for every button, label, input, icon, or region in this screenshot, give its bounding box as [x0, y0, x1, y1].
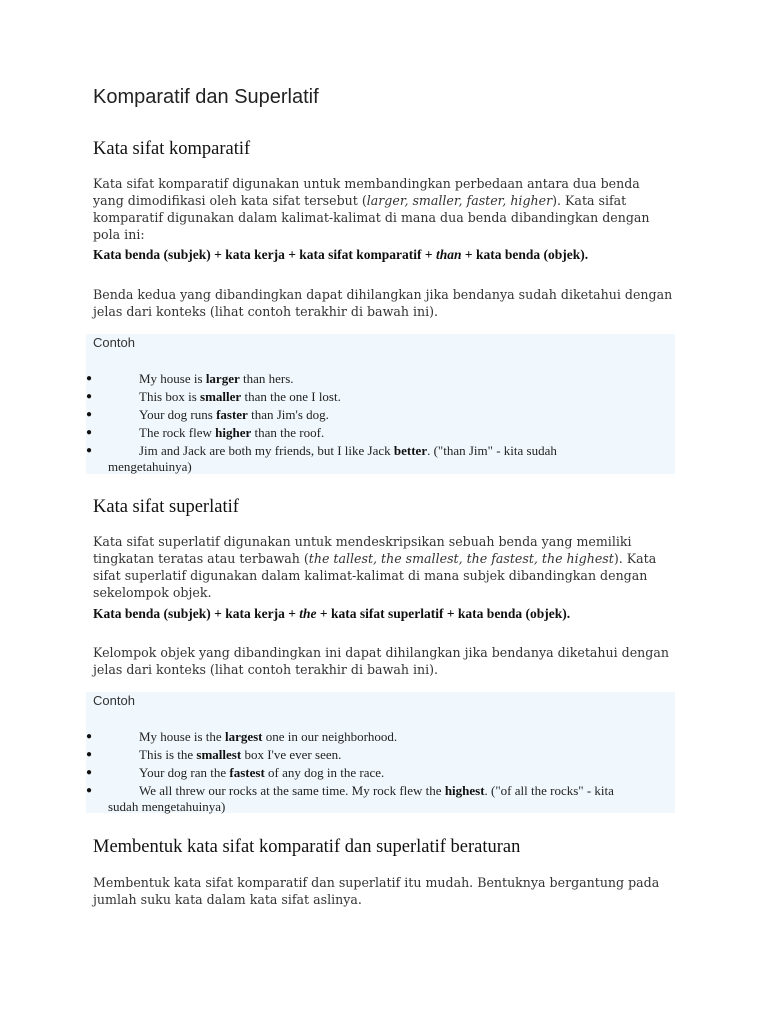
text: ). Kata sifat komparatif digunakan dalam kalimat-kalimat di mana dua benda dibandingkan dengan pola ini: [93, 193, 650, 242]
list-item [86, 729, 675, 745]
list-item [86, 783, 675, 815]
continuation-text: sudah mengetahuinya) [108, 799, 226, 814]
page-title: Komparatif dan Superlatif [93, 86, 319, 108]
paragraph-komparatif-intro [93, 175, 673, 243]
text: one in our neighborhood. [262, 729, 398, 744]
text: This box is [139, 389, 201, 404]
bold-word: smaller [200, 389, 242, 404]
bullet-icon: ● [86, 445, 93, 456]
text: . ("of all the rocks" - kita [484, 783, 614, 798]
bullet-icon: ● [86, 785, 93, 796]
list-item [86, 389, 675, 405]
bold-word: highest [444, 783, 485, 798]
text: My house is the [139, 729, 225, 744]
example-box-komparatif [86, 334, 675, 474]
bold-word: larger [205, 371, 240, 386]
pattern-part: + kata benda (objek). [461, 247, 589, 262]
list-item [86, 425, 675, 441]
example-list-superlatif [86, 729, 675, 817]
bold-word: better [393, 443, 428, 458]
list-item [86, 765, 675, 781]
bullet-icon: ● [86, 391, 93, 402]
text: than Jim's dog. [247, 407, 329, 422]
example-list-komparatif [86, 371, 675, 477]
text: of any dog in the race. [264, 765, 385, 780]
text: box I've ever seen. [241, 747, 342, 762]
list-item [86, 747, 675, 763]
text: Your dog runs [139, 407, 217, 422]
bullet-icon: ● [86, 731, 93, 742]
pattern-part: Kata benda (subjek) + kata kerja + [93, 606, 300, 621]
bold-word: smallest [196, 747, 242, 762]
heading-membentuk: Membentuk kata sifat komparatif dan superlatif beraturan [93, 837, 521, 857]
text: than the roof. [251, 425, 325, 440]
bullet-icon: ● [86, 749, 93, 760]
bold-word: largest [224, 729, 263, 744]
text: The rock flew [139, 425, 216, 440]
heading-superlatif: Kata sifat superlatif [93, 497, 239, 517]
bullet-icon: ● [86, 409, 93, 420]
paragraph-komparatif-note: Benda kedua yang dibandingkan dapat dihilangkan jika bendanya sudah diketahui dengan jelas dari konteks (lihat contoh terakhir di bawah ini). [93, 287, 673, 319]
pattern-keyword: than [435, 247, 462, 262]
text: This is the [139, 747, 197, 762]
pattern-part: Kata benda (subjek) + kata kerja + kata sifat komparatif + [93, 247, 436, 262]
text: Kata sifat superlatif digunakan untuk mendeskripsikan sebuah benda yang memiliki tingkatan teratas atau terbawah ( [93, 534, 632, 566]
text: . ("than Jim" - kita sudah [427, 443, 557, 458]
bullet-icon: ● [86, 427, 93, 438]
text: than hers. [239, 371, 294, 386]
paragraph-membentuk: Membentuk kata sifat komparatif dan superlatif itu mudah. Bentuknya bergantung pada jumlah suku kata dalam kata sifat aslinya. [93, 875, 660, 907]
example-label: Contoh [93, 693, 135, 708]
pattern-komparatif [93, 247, 588, 263]
example-label: Contoh [93, 335, 135, 350]
pattern-part: + kata sifat superlatif + kata benda (objek). [316, 606, 571, 621]
bullet-icon: ● [86, 767, 93, 778]
bold-word: higher [215, 425, 252, 440]
text: Jim and Jack are both my friends, but I like Jack [139, 443, 394, 458]
list-item [86, 371, 675, 387]
paragraph-superlatif-note: Kelompok objek yang dibandingkan ini dapat dihilangkan jika bendanya diketahui dengan jelas dari konteks (lihat contoh terakhir di bawah ini). [93, 645, 669, 677]
paragraph-superlatif-intro [93, 533, 673, 601]
bullet-icon: ● [86, 373, 93, 384]
continuation-text: mengetahuinya) [108, 459, 192, 474]
italic-examples: larger, smaller, faster, higher [366, 193, 553, 208]
text: than the one I lost. [241, 389, 341, 404]
text: ). Kata sifat superlatif digunakan dalam kalimat-kalimat di mana subjek dibandingkan dengan sekelompok objek. [93, 551, 657, 600]
italic-examples: the tallest, the smallest, the fastest, the highest [308, 551, 614, 566]
list-item [86, 443, 675, 475]
example-box-superlatif [86, 692, 675, 813]
pattern-keyword: the [299, 606, 317, 621]
list-item [86, 407, 675, 423]
bold-word: faster [216, 407, 248, 422]
heading-komparatif: Kata sifat komparatif [93, 139, 251, 159]
text: My house is [139, 371, 206, 386]
text: We all threw our rocks at the same time. My rock flew the [139, 783, 445, 798]
text: Your dog ran the [139, 765, 230, 780]
text: Kata sifat komparatif digunakan untuk membandingkan perbedaan antara dua benda yang dimodifikasi oleh kata sifat tersebut ( [93, 176, 640, 208]
pattern-superlatif [93, 606, 570, 622]
bold-word: fastest [229, 765, 265, 780]
